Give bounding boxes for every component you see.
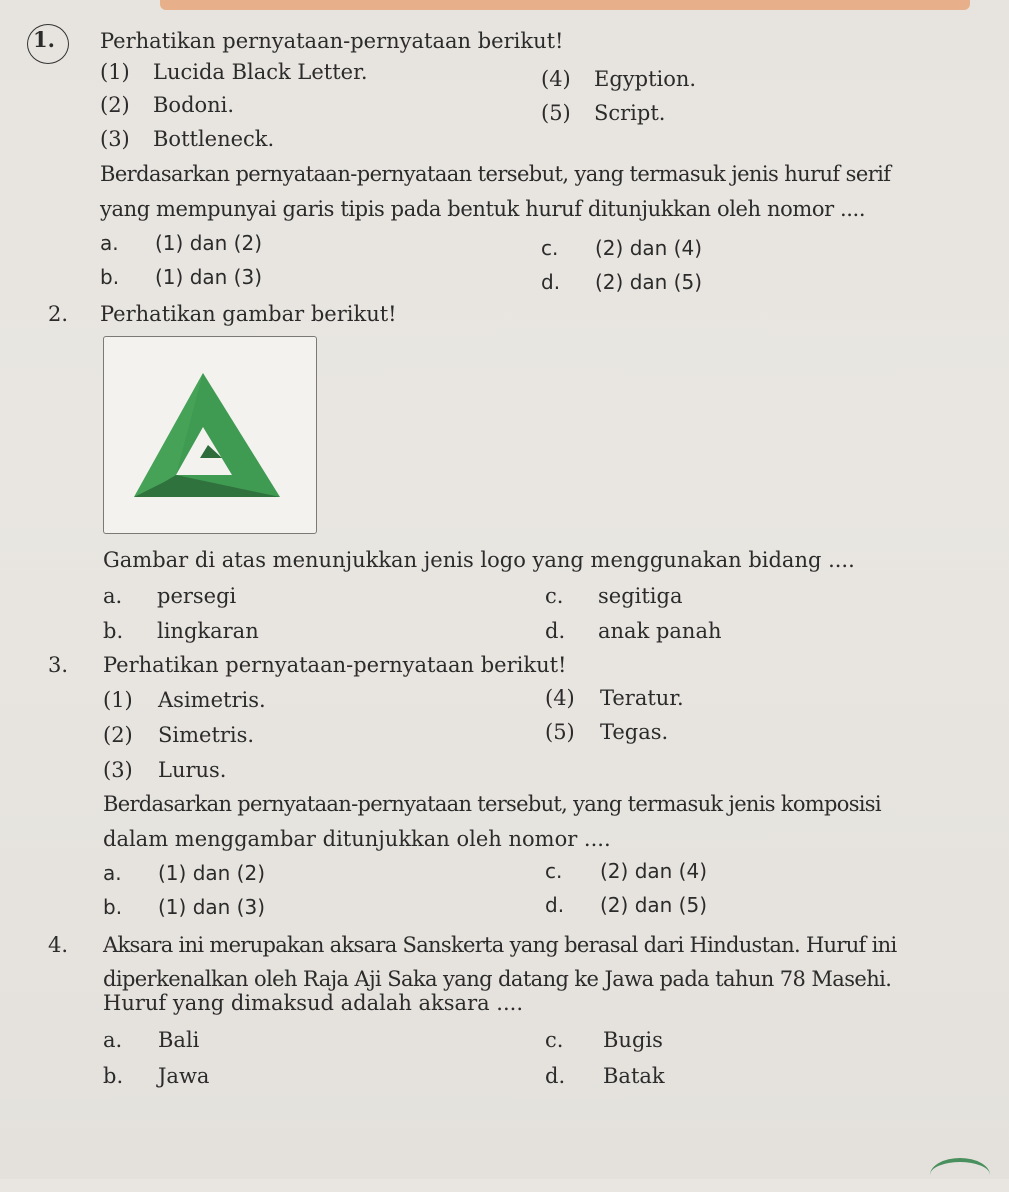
q1-question-line-2: yang mempunyai garis tipis pada bentuk huruf ditunjukkan oleh nomor .... (100, 197, 866, 221)
q2-option-b-text: lingkaran (157, 619, 259, 643)
q4-option-a-text: Bali (158, 1028, 200, 1052)
header-strip (160, 0, 970, 10)
q4-option-d-text: Batak (603, 1064, 665, 1088)
triangle-logo-figure (103, 336, 317, 534)
q4-option-c-letter: c. (545, 1028, 564, 1052)
q3-item-1-text: Asimetris. (158, 688, 266, 712)
question-1-number: 1. (33, 27, 55, 52)
q3-question-line-2: dalam menggambar ditunjukkan oleh nomor .... (103, 827, 611, 851)
q1-item-4-text: Egyption. (594, 67, 697, 91)
q1-option-b-letter: b. (100, 265, 120, 289)
q1-item-3-num: (3) (100, 127, 130, 151)
q1-item-5-num: (5) (541, 101, 571, 125)
q3-option-b-letter: b. (103, 895, 123, 919)
triangle-logo-icon (104, 337, 316, 533)
q2-question: Gambar di atas menunjukkan jenis logo yang menggunakan bidang .... (103, 548, 855, 572)
question-2-number: 2. (48, 302, 69, 326)
q3-item-4-num: (4) (545, 686, 575, 710)
q1-option-a-letter: a. (100, 231, 119, 255)
q3-option-b-text: (1) dan (3) (158, 895, 266, 919)
q3-option-c-letter: c. (545, 859, 563, 883)
q3-item-2-text: Simetris. (158, 723, 255, 747)
q3-item-3-num: (3) (103, 758, 133, 782)
q4-option-b-text: Jawa (158, 1064, 210, 1088)
q3-option-c-text: (2) dan (4) (600, 859, 708, 883)
q1-option-c-text: (2) dan (4) (595, 236, 703, 260)
question-1-prompt: Perhatikan pernyataan-pernyataan berikut! (100, 29, 564, 53)
q1-option-b-text: (1) dan (3) (155, 265, 263, 289)
q3-option-a-text: (1) dan (2) (158, 861, 266, 885)
q4-option-b-letter: b. (103, 1064, 124, 1088)
q4-line-1: Aksara ini merupakan aksara Sanskerta yang berasal dari Hindustan. Huruf ini (103, 933, 897, 957)
q1-item-5-text: Script. (594, 101, 666, 125)
question-4-number: 4. (48, 933, 69, 957)
page-corner-decoration (930, 1158, 990, 1192)
q1-option-d-letter: d. (541, 270, 561, 294)
q1-item-3-text: Bottleneck. (153, 127, 275, 151)
q2-option-a-letter: a. (103, 584, 123, 608)
q3-option-d-text: (2) dan (5) (600, 893, 708, 917)
q4-option-d-letter: d. (545, 1064, 566, 1088)
q2-option-c-text: segitiga (598, 584, 683, 608)
q3-item-2-num: (2) (103, 723, 133, 747)
q1-item-1-num: (1) (100, 60, 130, 84)
q3-item-5-num: (5) (545, 720, 575, 744)
question-2-prompt: Perhatikan gambar berikut! (100, 302, 397, 326)
q4-line-3: Huruf yang dimaksud adalah aksara .... (103, 991, 524, 1015)
q1-option-d-text: (2) dan (5) (595, 270, 703, 294)
q3-option-d-letter: d. (545, 893, 565, 917)
q2-option-b-letter: b. (103, 619, 124, 643)
q2-option-c-letter: c. (545, 584, 564, 608)
q2-option-d-text: anak panah (598, 619, 722, 643)
q2-option-d-letter: d. (545, 619, 566, 643)
question-3-prompt: Perhatikan pernyataan-pernyataan berikut! (103, 653, 567, 677)
q3-item-5-text: Tegas. (600, 720, 669, 744)
q1-item-2-text: Bodoni. (153, 93, 235, 117)
q3-option-a-letter: a. (103, 861, 122, 885)
question-3-number: 3. (48, 653, 69, 677)
q3-item-3-text: Lurus. (158, 758, 227, 782)
q4-option-a-letter: a. (103, 1028, 123, 1052)
q1-item-2-num: (2) (100, 93, 130, 117)
q3-item-4-text: Teratur. (600, 686, 684, 710)
q1-item-4-num: (4) (541, 67, 571, 91)
q1-item-1-text: Lucida Black Letter. (153, 60, 368, 84)
q1-option-c-letter: c. (541, 236, 559, 260)
q4-line-2: diperkenalkan oleh Raja Aji Saka yang datang ke Jawa pada tahun 78 Masehi. (103, 967, 892, 991)
q1-option-a-text: (1) dan (2) (155, 231, 263, 255)
q3-item-1-num: (1) (103, 688, 133, 712)
q1-question-line-1: Berdasarkan pernyataan-pernyataan tersebut, yang termasuk jenis huruf serif (100, 162, 891, 186)
q4-option-c-text: Bugis (603, 1028, 663, 1052)
q3-question-line-1: Berdasarkan pernyataan-pernyataan tersebut, yang termasuk jenis komposisi (103, 792, 881, 816)
q2-option-a-text: persegi (157, 584, 237, 608)
